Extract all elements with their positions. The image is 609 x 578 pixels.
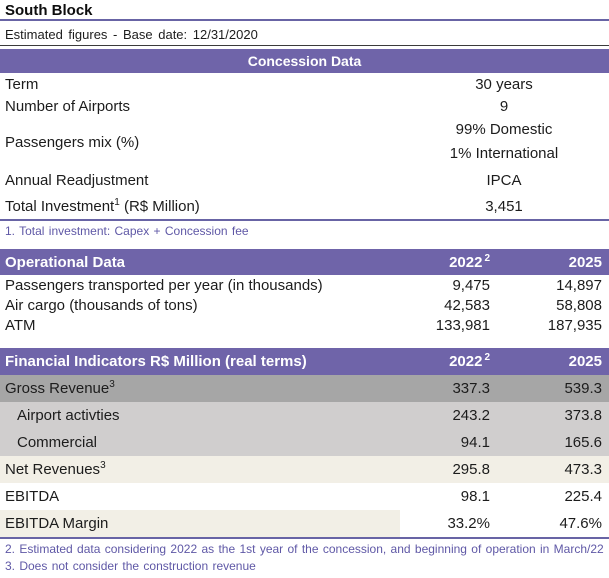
row-label: Commercial xyxy=(17,434,98,451)
row-label-text: Gross Revenue xyxy=(5,380,110,397)
row-label: Term xyxy=(5,75,39,93)
table-row-commercial xyxy=(0,429,609,456)
value-2025: 225.4 xyxy=(564,488,602,505)
footnote-marker: 2 xyxy=(484,352,490,363)
value-2022: 42,583 xyxy=(444,296,490,314)
year-label: 2022 xyxy=(449,353,483,370)
operational-data-header-label: Operational Data xyxy=(5,253,126,271)
value-2025: 187,935 xyxy=(547,316,602,334)
footnote-1: 1. Total investment: Capex + Concession fee xyxy=(5,224,249,238)
table-row-airport-activities xyxy=(0,402,609,429)
table-row-net-revenues xyxy=(0,456,609,483)
spacer xyxy=(0,238,609,249)
value-2022: 94.1 xyxy=(460,434,490,451)
row-label: Passengers mix (%) xyxy=(5,133,140,151)
operational-data-header xyxy=(0,249,609,275)
concession-data-header xyxy=(0,49,609,73)
value-2022: 295.8 xyxy=(452,461,490,478)
row-value xyxy=(399,118,609,166)
value-2025: 47.6% xyxy=(559,515,602,532)
value-2025: 473.3 xyxy=(564,461,602,478)
table-row-annual-readjustment xyxy=(0,167,609,193)
row-label-text: Net Revenues xyxy=(5,461,101,478)
financial-indicators-header xyxy=(0,348,609,375)
financial-indicators-header-label: Financial Indicators R$ Million (real terms) xyxy=(5,353,307,370)
value-2022: 9,475 xyxy=(452,276,490,294)
table-row-total-investment xyxy=(0,193,609,219)
value-2022: 133,981 xyxy=(435,316,490,334)
row-value: IPCA xyxy=(486,171,522,189)
row-label-text: Total Investment xyxy=(5,197,115,215)
row-label-suffix: (R$ Million) xyxy=(119,197,200,215)
value-2025: 373.8 xyxy=(564,407,602,424)
row-label: Number of Airports xyxy=(5,97,131,115)
footnote-2: 2. Estimated data considering 2022 as the 1st year of the concession, and beginning of operation in March/22 xyxy=(5,542,604,556)
column-header-2025: 2025 xyxy=(568,353,602,370)
value-2025: 539.3 xyxy=(564,380,602,397)
table-row-term xyxy=(0,73,609,95)
row-label xyxy=(0,380,402,397)
page-title: South Block xyxy=(5,2,93,19)
table-row-air-cargo xyxy=(0,295,609,315)
subtitle-underline xyxy=(0,45,609,46)
table-row-atm xyxy=(0,315,609,335)
row-label: Airport activties xyxy=(17,407,120,424)
value-2025: 58,808 xyxy=(556,296,602,314)
row-value-line1: 99% Domestic xyxy=(455,121,553,138)
table-row-passengers-transported xyxy=(0,275,609,295)
row-label: ATM xyxy=(5,316,36,334)
table-row-gross-revenue xyxy=(0,375,609,402)
footnote-marker: 3 xyxy=(100,460,106,471)
row-value: 3,451 xyxy=(485,197,523,215)
row-value-line2: 1% International xyxy=(449,145,559,162)
column-header-2022 xyxy=(402,353,490,370)
table-row-number-of-airports xyxy=(0,95,609,117)
value-2025: 165.6 xyxy=(564,434,602,451)
column-header-2022 xyxy=(402,254,490,271)
footnote-3: 3. Does not consider the construction revenue xyxy=(5,559,256,573)
table-row-ebitda xyxy=(0,483,609,510)
row-label: Air cargo (thousands of tons) xyxy=(5,296,198,314)
table-row-passengers-mix xyxy=(0,117,609,167)
row-label: EBITDA xyxy=(5,488,60,505)
table-row-ebitda-margin xyxy=(0,510,609,537)
footnote-marker: 2 xyxy=(484,252,490,264)
row-label xyxy=(0,461,402,478)
value-2022: 33.2% xyxy=(447,515,490,532)
base-date-note: Estimated figures - Base date: 12/31/2020 xyxy=(5,27,258,42)
column-header-2025: 2025 xyxy=(568,253,602,271)
value-2022: 337.3 xyxy=(452,380,490,397)
row-label: Passengers transported per year (in thousands) xyxy=(5,276,323,294)
footnote-marker: 1 xyxy=(114,196,120,208)
year-label: 2022 xyxy=(449,253,483,271)
row-label: Annual Readjustment xyxy=(5,171,149,189)
footnote-marker: 3 xyxy=(109,379,115,390)
row-label: EBITDA Margin xyxy=(5,515,109,532)
concession-data-header-label: Concession Data xyxy=(247,53,362,69)
value-2022: 98.1 xyxy=(460,488,490,505)
value-2025: 14,897 xyxy=(556,276,602,294)
row-label xyxy=(0,198,399,215)
row-value: 9 xyxy=(499,97,509,115)
row-value: 30 years xyxy=(475,75,533,93)
value-2022: 243.2 xyxy=(452,407,490,424)
